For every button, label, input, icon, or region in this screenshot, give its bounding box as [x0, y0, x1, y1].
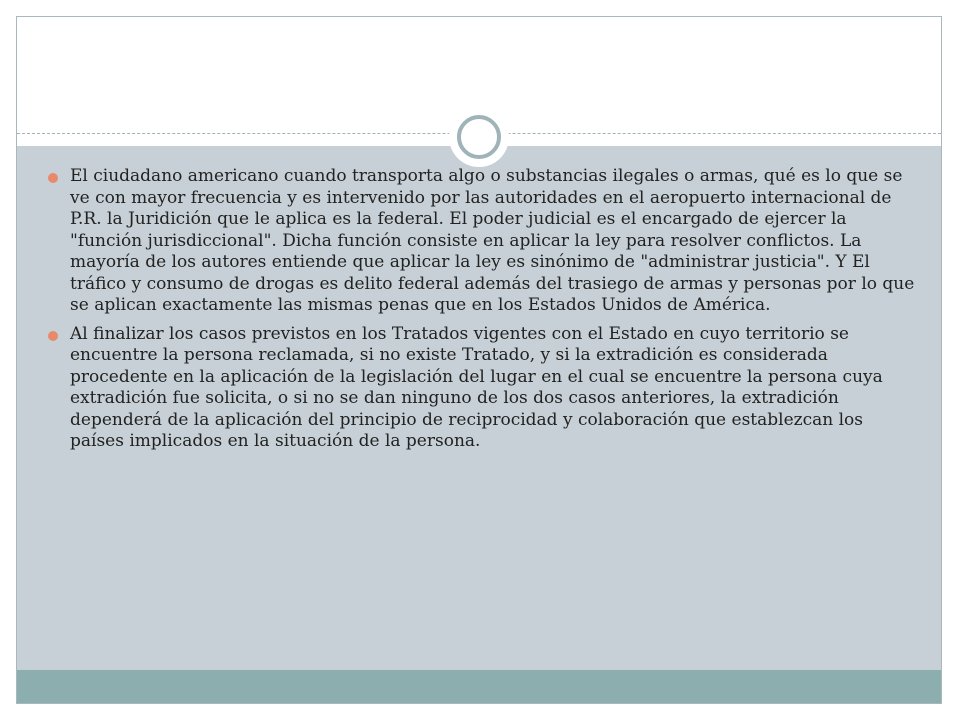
bullet-dot-icon [48, 173, 58, 183]
bullet-list [48, 166, 918, 460]
bullet-item [48, 324, 918, 453]
decorative-ring-icon [449, 107, 509, 167]
bullet-item [48, 166, 918, 317]
bullet-text: Al finalizar los casos previstos en los Tratados vigentes con el Estado en cuyo territorio se encuentre la persona reclamada, si no existe Tratado, y si la extradición es considerada procedente en la aplicación de la legislación del lugar en el cual se encuentre la persona cuya extradición fue solicita, o si no se dan ninguno de los dos casos anteriores, la extradición dependerá de la aplicación del principio de reciprocidad y colaboración que establezcan los países implicados en la situación de la persona. [70, 323, 883, 451]
footer-bar [17, 670, 941, 703]
bullet-text: El ciudadano americano cuando transporta algo o substancias ilegales o armas, qué es lo que se ve con mayor frecuencia y es intervenido por las autoridades en el aeropuerto internacional de P.R. la Juridición que le aplica es la federal. El poder judicial es el encargado de ejercer la "función jurisdiccional". Dicha función consiste en aplicar la ley para resolver conflictos. La mayoría de los autores entiende que aplicar la ley es sinónimo de "administrar justicia". Y El tráfico y consumo de drogas es delito federal además del trasiego de armas y personas por lo que se aplican exactamente las mismas penas que en los Estados Unidos de América. [70, 166, 915, 315]
ring-inner [457, 115, 501, 159]
bullet-dot-icon [48, 331, 58, 341]
